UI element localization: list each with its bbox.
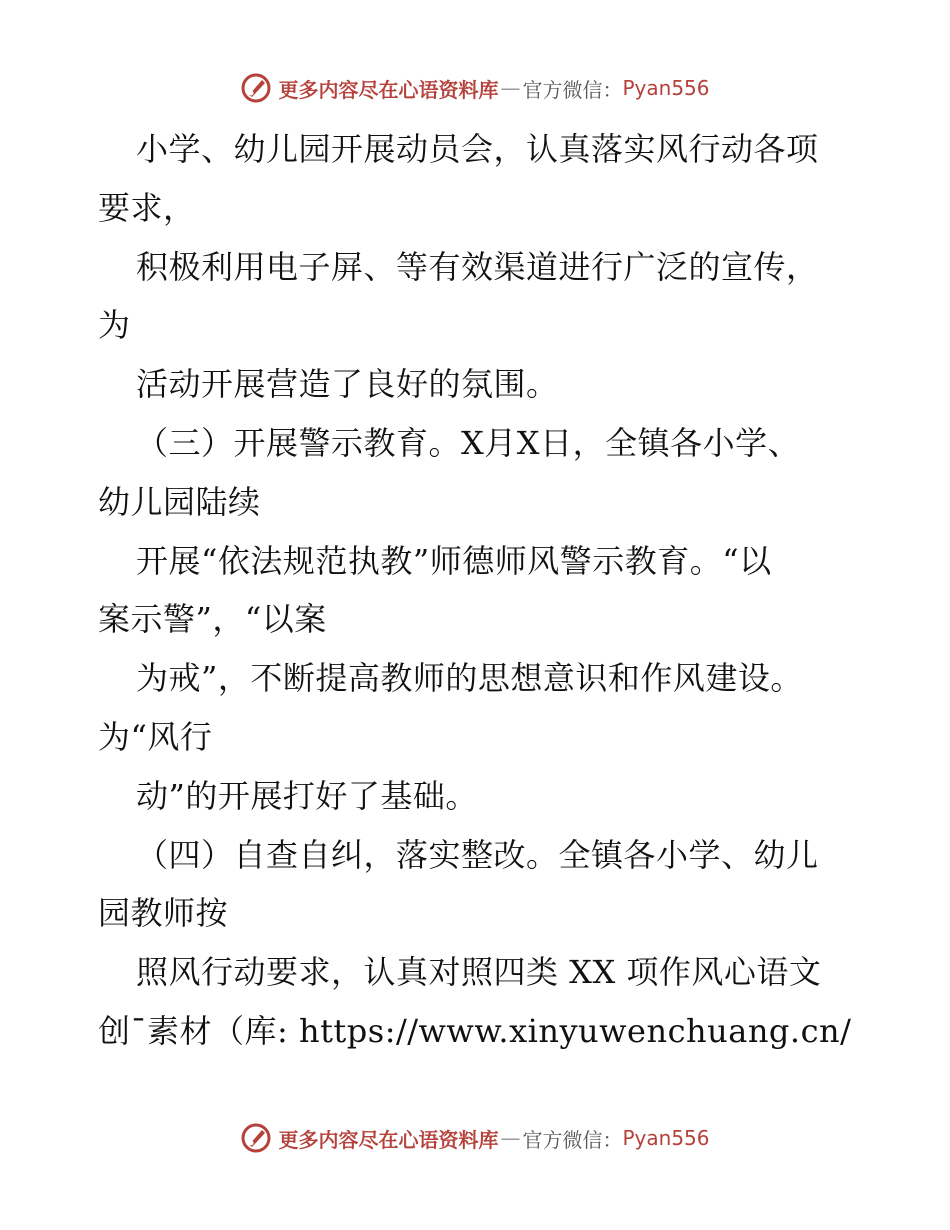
text-line: 小学、幼儿园开展动员会，认真落实风行动各项 [136,130,819,168]
banner-main-text: 更多内容尽在心语资料库 [278,1127,499,1152]
banner-wechat-id: Pyan556 [622,76,710,100]
text-line: 动”的开展打好了基础。 [136,776,478,815]
text-line: 为“风行 [98,717,213,756]
document-body [98,120,858,1061]
quill-seal-icon [240,72,272,104]
footer-watermark [0,1122,950,1154]
text-line: 为戒”，不断提高教师的思想意识和作风建设。 [136,659,803,698]
banner-sub-text: 官方微信： [522,1127,623,1152]
text-line: 开展“依法规范执教”师德师风警示教育。“以 [136,541,772,580]
quill-seal-icon [240,1122,272,1154]
text-line: （三）开展警示教育。X月X日，全镇各小学、 [136,423,801,462]
text-line: 创¯素材（库: https://www.xinyuwenchuang.cn/ [98,1011,852,1050]
text-line: 照风行动要求，认真对照四类 XX 项作风心语文 [136,953,822,992]
text-line: 园教师按 [98,894,229,933]
text-line: 积极利用电子屏、等有效渠道进行广泛的宣传， [136,247,819,286]
banner-separator: — [500,1126,521,1150]
header-watermark [0,72,950,104]
text-line: 幼儿园陆续 [98,482,261,521]
banner-wechat-id: Pyan556 [622,1126,710,1150]
text-line: （四）自查自纠，落实整改。全镇各小学、幼儿 [136,835,819,874]
text-line: 为 [98,306,131,345]
text-line: 活动开展营造了良好的氛围。 [136,365,559,404]
text-line: 要求， [98,188,196,227]
banner-sub-text: 官方微信： [522,77,623,102]
banner-separator: — [500,76,521,100]
banner-main-text: 更多内容尽在心语资料库 [278,77,499,102]
text-line: 案示警”，“以案 [98,600,327,639]
